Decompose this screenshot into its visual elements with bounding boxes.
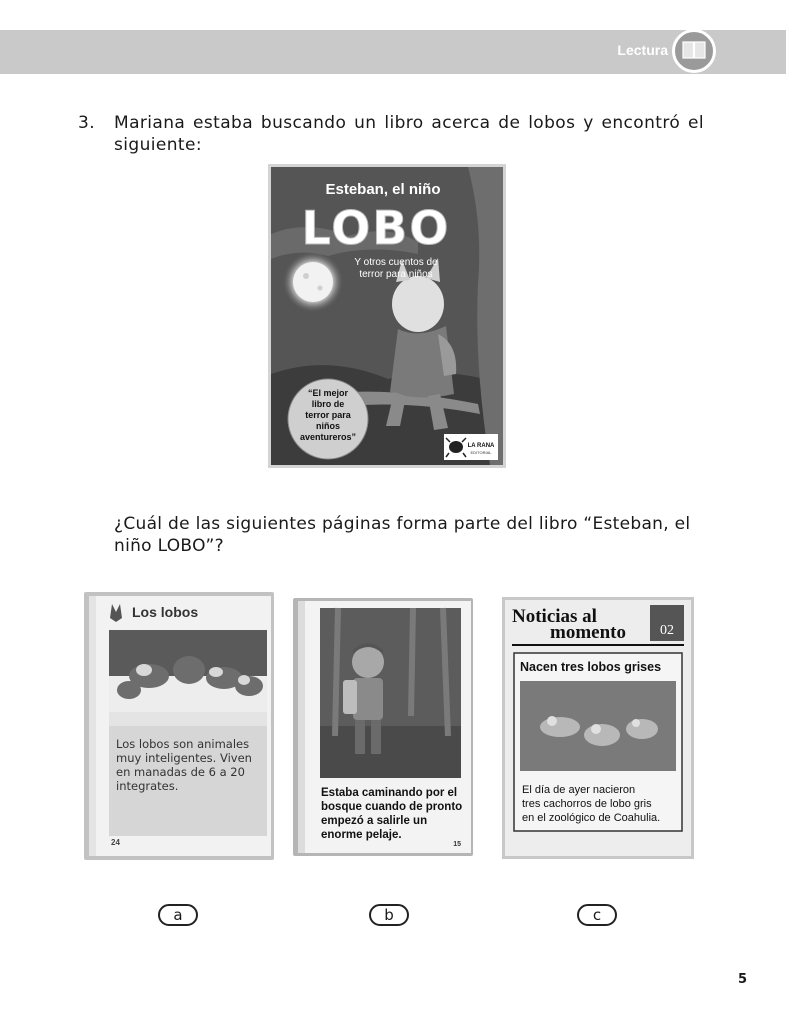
- open-book-icon: [672, 29, 716, 73]
- option-b-page-number: 15: [453, 841, 461, 848]
- option-c-newspaper: [502, 597, 694, 859]
- masthead-line2: momento: [550, 622, 626, 643]
- option-b-label[interactable]: b: [369, 904, 409, 926]
- question-text: Mariana estaba buscando un libro acerca de lobos y encontró el siguiente:: [114, 113, 704, 155]
- option-a-body-line: integrates.: [116, 779, 179, 793]
- option-b-body-line: enorme pelaje.: [321, 829, 402, 841]
- option-b-body-line: Estaba caminando por el: [321, 787, 458, 799]
- section-header-bar: [0, 30, 786, 74]
- section-label: Lectura: [617, 42, 668, 58]
- page-number: 5: [738, 972, 748, 987]
- option-b-page: [293, 596, 475, 858]
- option-c-label[interactable]: c: [577, 904, 617, 926]
- book-cover: [268, 164, 506, 468]
- masthead-line1: Noticias al: [512, 606, 597, 627]
- question-number: 3.: [78, 113, 96, 133]
- badge-text-line: niños: [316, 421, 340, 431]
- question-prompt: ¿Cuál de las siguientes páginas forma parte del libro “Esteban, el niño LOBO”?: [114, 514, 691, 556]
- badge-text-line: libro de: [311, 399, 345, 409]
- badge-text-line: aventureros”: [299, 432, 357, 442]
- option-a-page-number: 24: [111, 838, 120, 847]
- option-c-body-line: en el zoológico de Coahulia.: [522, 812, 661, 824]
- option-b-body-line: bosque cuando de pronto: [321, 801, 463, 813]
- option-a-heading: Los lobos: [132, 604, 199, 620]
- option-a-body-line: Los lobos son animales: [116, 737, 250, 751]
- badge-text-line: “El mejor: [307, 388, 349, 398]
- badge-text-line: terror para: [305, 410, 351, 420]
- publisher-name: LA RANA: [467, 443, 495, 449]
- option-a-body-line: muy inteligentes. Viven: [116, 751, 252, 765]
- option-c-body-line: tres cachorros de lobo gris: [522, 798, 652, 810]
- cover-subtitle-line2: terror para niños: [359, 269, 433, 280]
- cover-subtitle-line1: Y otros cuentos de: [354, 257, 438, 268]
- option-a-body-line: en manadas de 6 a 20: [116, 765, 245, 779]
- issue-number: 02: [660, 623, 674, 638]
- publisher-sub: EDITORIAL: [470, 450, 492, 455]
- news-headline: Nacen tres lobos grises: [520, 660, 662, 674]
- option-b-body-line: empezó a salirle un: [321, 815, 428, 827]
- cover-title-top: Esteban, el niño: [325, 181, 441, 198]
- option-a-page: [84, 590, 276, 862]
- option-c-body-line: El día de ayer nacieron: [522, 784, 636, 796]
- option-a-label[interactable]: a: [158, 904, 198, 926]
- cover-title-main: LOBO: [301, 201, 451, 255]
